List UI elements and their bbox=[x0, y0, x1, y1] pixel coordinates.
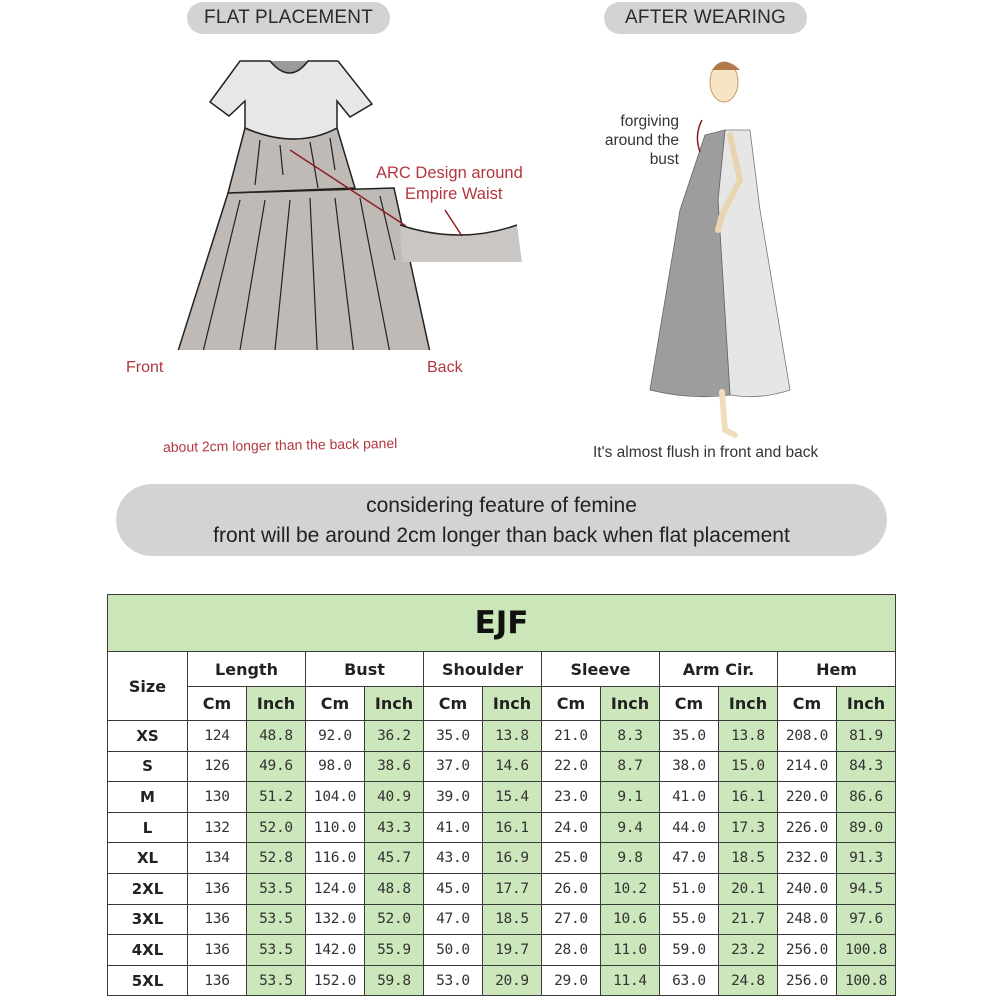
cm-value-cell: 256.0 bbox=[778, 965, 837, 996]
cm-value-cell: 35.0 bbox=[424, 721, 483, 752]
cm-value-cell: 22.0 bbox=[542, 751, 601, 782]
unit-cm: Cm bbox=[542, 687, 601, 721]
bust-note-line2: around the bbox=[604, 132, 679, 149]
cm-value-cell: 38.0 bbox=[660, 751, 719, 782]
inch-value-cell: 15.0 bbox=[719, 751, 778, 782]
inch-value-cell: 53.5 bbox=[247, 904, 306, 935]
inch-value-cell: 51.2 bbox=[247, 782, 306, 813]
cm-value-cell: 134 bbox=[188, 843, 247, 874]
table-row bbox=[108, 965, 896, 996]
inch-value-cell: 20.9 bbox=[483, 965, 542, 996]
cm-value-cell: 98.0 bbox=[306, 751, 365, 782]
cm-value-cell: 43.0 bbox=[424, 843, 483, 874]
cm-value-cell: 51.0 bbox=[660, 873, 719, 904]
cm-value-cell: 35.0 bbox=[660, 721, 719, 752]
inch-value-cell: 18.5 bbox=[483, 904, 542, 935]
front-label: Front bbox=[126, 359, 164, 376]
unit-inch: Inch bbox=[247, 687, 306, 721]
inch-value-cell: 53.5 bbox=[247, 935, 306, 966]
cm-value-cell: 124 bbox=[188, 721, 247, 752]
sleeve-header: Sleeve bbox=[542, 652, 660, 687]
cm-value-cell: 28.0 bbox=[542, 935, 601, 966]
cm-value-cell: 232.0 bbox=[778, 843, 837, 874]
cm-value-cell: 45.0 bbox=[424, 873, 483, 904]
arm-circumference-header: Arm Cir. bbox=[660, 652, 778, 687]
inch-value-cell: 16.1 bbox=[719, 782, 778, 813]
cm-value-cell: 136 bbox=[188, 904, 247, 935]
inch-value-cell: 38.6 bbox=[365, 751, 424, 782]
size-cell: 4XL bbox=[108, 935, 188, 966]
cm-value-cell: 92.0 bbox=[306, 721, 365, 752]
cm-value-cell: 126 bbox=[188, 751, 247, 782]
cm-value-cell: 110.0 bbox=[306, 812, 365, 843]
table-row bbox=[108, 873, 896, 904]
inch-value-cell: 11.0 bbox=[601, 935, 660, 966]
cm-value-cell: 47.0 bbox=[424, 904, 483, 935]
inch-value-cell: 53.5 bbox=[247, 965, 306, 996]
brand-title: EJF bbox=[108, 595, 896, 652]
inch-value-cell: 16.9 bbox=[483, 843, 542, 874]
inch-value-cell: 9.8 bbox=[601, 843, 660, 874]
inch-value-cell: 17.7 bbox=[483, 873, 542, 904]
table-row bbox=[108, 843, 896, 874]
cm-value-cell: 214.0 bbox=[778, 751, 837, 782]
inch-value-cell: 81.9 bbox=[837, 721, 896, 752]
cm-value-cell: 136 bbox=[188, 873, 247, 904]
inch-value-cell: 24.8 bbox=[719, 965, 778, 996]
table-row bbox=[108, 751, 896, 782]
cm-value-cell: 24.0 bbox=[542, 812, 601, 843]
inch-value-cell: 97.6 bbox=[837, 904, 896, 935]
inch-value-cell: 40.9 bbox=[365, 782, 424, 813]
inch-value-cell: 11.4 bbox=[601, 965, 660, 996]
cm-value-cell: 240.0 bbox=[778, 873, 837, 904]
inch-value-cell: 36.2 bbox=[365, 721, 424, 752]
cm-value-cell: 53.0 bbox=[424, 965, 483, 996]
size-cell: XL bbox=[108, 843, 188, 874]
inch-value-cell: 53.5 bbox=[247, 873, 306, 904]
arc-design-label-line2: Empire Waist bbox=[405, 185, 503, 203]
cm-value-cell: 23.0 bbox=[542, 782, 601, 813]
table-row bbox=[108, 812, 896, 843]
cm-value-cell: 47.0 bbox=[660, 843, 719, 874]
unit-inch: Inch bbox=[483, 687, 542, 721]
hem-header: Hem bbox=[778, 652, 896, 687]
table-row bbox=[108, 935, 896, 966]
cm-value-cell: 152.0 bbox=[306, 965, 365, 996]
cm-value-cell: 104.0 bbox=[306, 782, 365, 813]
cm-value-cell: 44.0 bbox=[660, 812, 719, 843]
arc-design-label-line1: ARC Design around bbox=[376, 164, 523, 182]
flush-caption: It's almost flush in front and back bbox=[593, 444, 819, 461]
inch-value-cell: 100.8 bbox=[837, 935, 896, 966]
inch-value-cell: 10.6 bbox=[601, 904, 660, 935]
cm-value-cell: 50.0 bbox=[424, 935, 483, 966]
size-cell: L bbox=[108, 812, 188, 843]
flat-placement-title: FLAT PLACEMENT bbox=[187, 2, 390, 34]
inch-value-cell: 13.8 bbox=[483, 721, 542, 752]
inch-value-cell: 89.0 bbox=[837, 812, 896, 843]
shoulder-header: Shoulder bbox=[424, 652, 542, 687]
size-chart-table bbox=[107, 594, 896, 996]
cm-value-cell: 256.0 bbox=[778, 935, 837, 966]
cm-value-cell: 27.0 bbox=[542, 904, 601, 935]
size-cell: 2XL bbox=[108, 873, 188, 904]
hem-note: about 2cm longer than the back panel bbox=[162, 434, 398, 456]
cm-value-cell: 41.0 bbox=[660, 782, 719, 813]
unit-cm: Cm bbox=[188, 687, 247, 721]
length-header: Length bbox=[188, 652, 306, 687]
inch-value-cell: 13.8 bbox=[719, 721, 778, 752]
inch-value-cell: 45.7 bbox=[365, 843, 424, 874]
inch-value-cell: 49.6 bbox=[247, 751, 306, 782]
unit-inch: Inch bbox=[365, 687, 424, 721]
cm-value-cell: 21.0 bbox=[542, 721, 601, 752]
inch-value-cell: 52.8 bbox=[247, 843, 306, 874]
inch-value-cell: 16.1 bbox=[483, 812, 542, 843]
cm-value-cell: 220.0 bbox=[778, 782, 837, 813]
cm-value-cell: 25.0 bbox=[542, 843, 601, 874]
inch-value-cell: 9.1 bbox=[601, 782, 660, 813]
cm-value-cell: 136 bbox=[188, 935, 247, 966]
unit-inch: Inch bbox=[719, 687, 778, 721]
inch-value-cell: 14.6 bbox=[483, 751, 542, 782]
inch-value-cell: 9.4 bbox=[601, 812, 660, 843]
cm-value-cell: 132.0 bbox=[306, 904, 365, 935]
unit-cm: Cm bbox=[660, 687, 719, 721]
cm-value-cell: 59.0 bbox=[660, 935, 719, 966]
inch-value-cell: 43.3 bbox=[365, 812, 424, 843]
inch-value-cell: 18.5 bbox=[719, 843, 778, 874]
cm-value-cell: 37.0 bbox=[424, 751, 483, 782]
inch-value-cell: 86.6 bbox=[837, 782, 896, 813]
size-cell: S bbox=[108, 751, 188, 782]
inch-value-cell: 94.5 bbox=[837, 873, 896, 904]
table-row bbox=[108, 782, 896, 813]
table-row bbox=[108, 904, 896, 935]
inch-value-cell: 52.0 bbox=[247, 812, 306, 843]
unit-cm: Cm bbox=[424, 687, 483, 721]
cm-value-cell: 124.0 bbox=[306, 873, 365, 904]
cm-value-cell: 116.0 bbox=[306, 843, 365, 874]
flat-dress-illustration bbox=[140, 50, 600, 350]
cm-value-cell: 130 bbox=[188, 782, 247, 813]
inch-value-cell: 15.4 bbox=[483, 782, 542, 813]
table-row bbox=[108, 721, 896, 752]
inch-value-cell: 48.8 bbox=[247, 721, 306, 752]
cm-value-cell: 26.0 bbox=[542, 873, 601, 904]
size-cell: M bbox=[108, 782, 188, 813]
cm-value-cell: 39.0 bbox=[424, 782, 483, 813]
cm-value-cell: 226.0 bbox=[778, 812, 837, 843]
cm-value-cell: 136 bbox=[188, 965, 247, 996]
inch-value-cell: 55.9 bbox=[365, 935, 424, 966]
unit-inch: Inch bbox=[837, 687, 896, 721]
inch-value-cell: 48.8 bbox=[365, 873, 424, 904]
bust-header: Bust bbox=[306, 652, 424, 687]
size-cell: XS bbox=[108, 721, 188, 752]
inch-value-cell: 17.3 bbox=[719, 812, 778, 843]
cm-value-cell: 208.0 bbox=[778, 721, 837, 752]
inch-value-cell: 19.7 bbox=[483, 935, 542, 966]
cm-value-cell: 248.0 bbox=[778, 904, 837, 935]
inch-value-cell: 23.2 bbox=[719, 935, 778, 966]
inch-value-cell: 10.2 bbox=[601, 873, 660, 904]
unit-inch: Inch bbox=[601, 687, 660, 721]
size-cell: 3XL bbox=[108, 904, 188, 935]
inch-value-cell: 20.1 bbox=[719, 873, 778, 904]
cm-value-cell: 41.0 bbox=[424, 812, 483, 843]
cm-value-cell: 132 bbox=[188, 812, 247, 843]
bust-note-line1: forgiving bbox=[620, 113, 679, 130]
back-label: Back bbox=[427, 359, 463, 376]
info-banner bbox=[116, 484, 887, 556]
banner-line1: considering feature of femine bbox=[366, 494, 637, 517]
inch-value-cell: 100.8 bbox=[837, 965, 896, 996]
cm-value-cell: 63.0 bbox=[660, 965, 719, 996]
unit-cm: Cm bbox=[778, 687, 837, 721]
inch-value-cell: 59.8 bbox=[365, 965, 424, 996]
inch-value-cell: 8.7 bbox=[601, 751, 660, 782]
inch-value-cell: 21.7 bbox=[719, 904, 778, 935]
cm-value-cell: 55.0 bbox=[660, 904, 719, 935]
bust-note-line3: bust bbox=[649, 151, 679, 168]
unit-cm: Cm bbox=[306, 687, 365, 721]
inch-value-cell: 91.3 bbox=[837, 843, 896, 874]
inch-value-cell: 52.0 bbox=[365, 904, 424, 935]
size-column-header: Size bbox=[108, 652, 188, 721]
inch-value-cell: 8.3 bbox=[601, 721, 660, 752]
after-wearing-title: AFTER WEARING bbox=[604, 2, 807, 34]
banner-line2: front will be around 2cm longer than back when flat placement bbox=[213, 524, 790, 547]
cm-value-cell: 29.0 bbox=[542, 965, 601, 996]
size-cell: 5XL bbox=[108, 965, 188, 996]
inch-value-cell: 84.3 bbox=[837, 751, 896, 782]
cm-value-cell: 142.0 bbox=[306, 935, 365, 966]
